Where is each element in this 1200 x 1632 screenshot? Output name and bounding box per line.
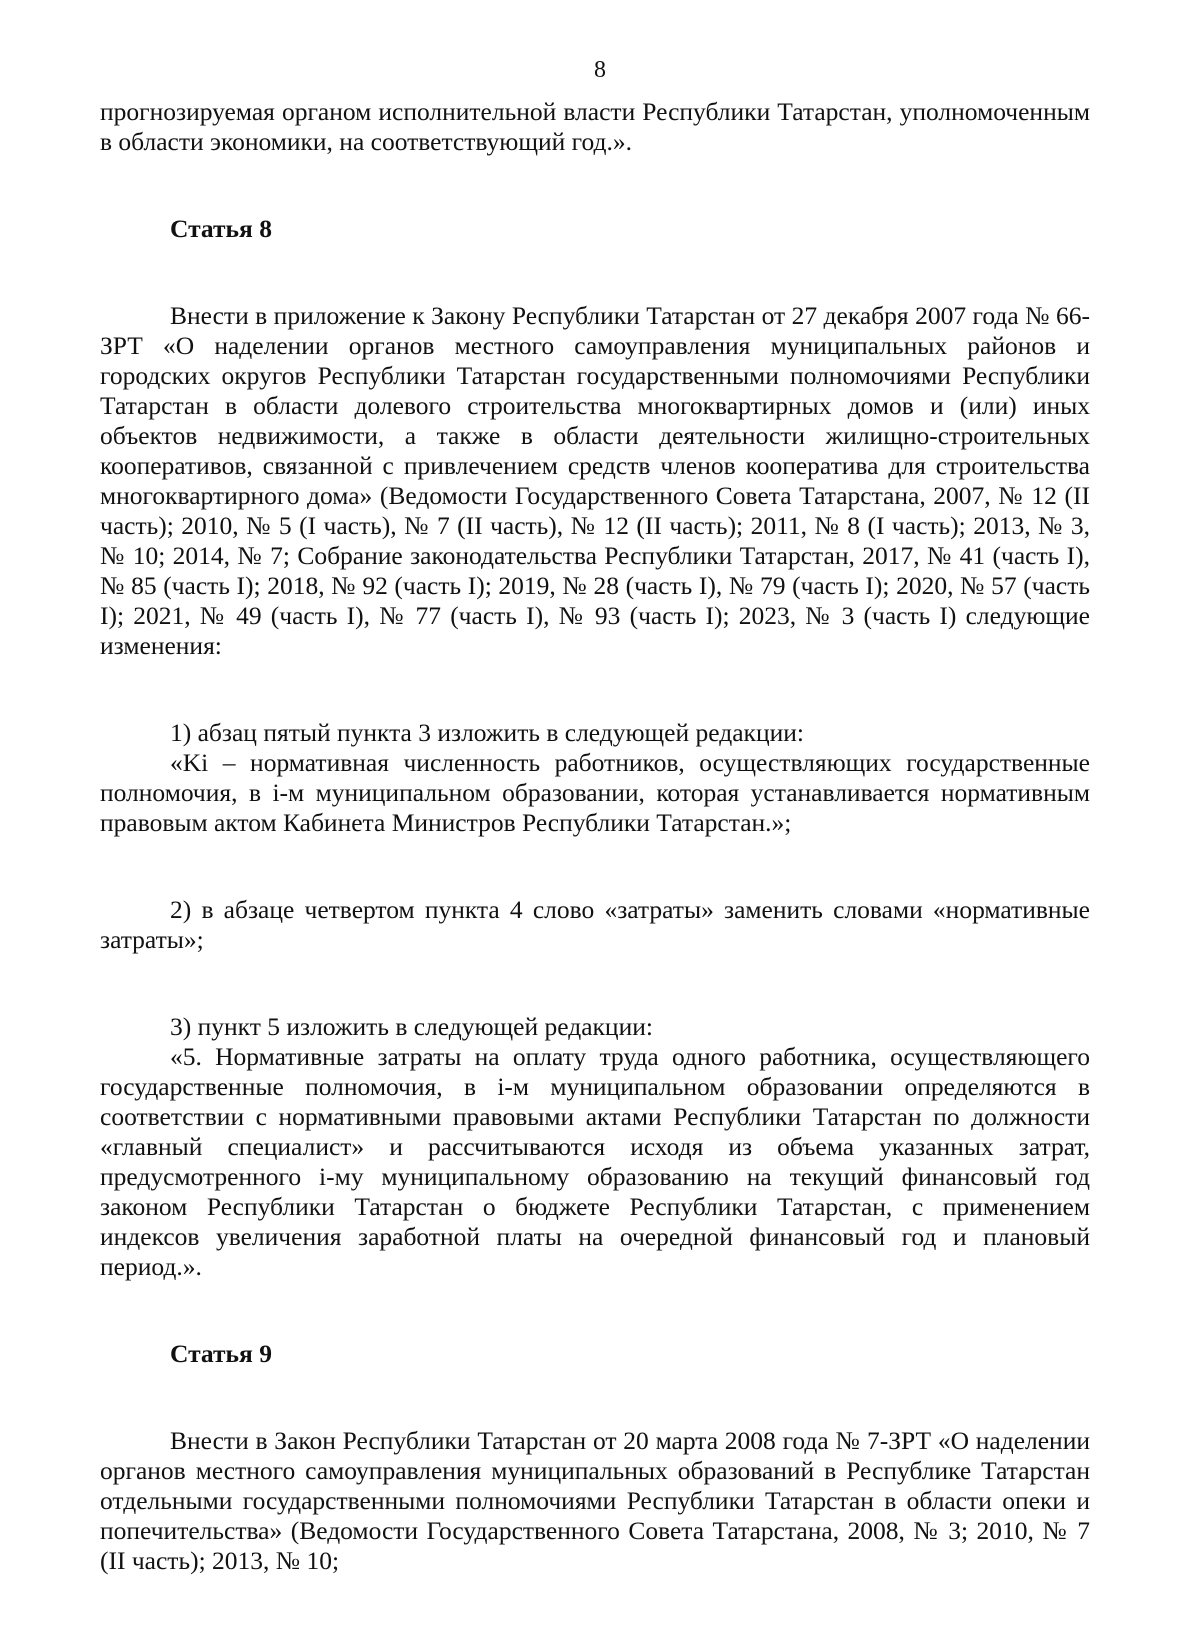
article-8-heading: Статья 8 (170, 214, 272, 243)
article-8-intro-paragraph: Внести в приложение к Закону Республики Татарстан от 27 декабря 2007 года № 66-ЗРТ «О наделении органов местного самоуправления муниципальных районов и городских округов Республики Татарстан государственными полномочиями Республики Татарстан в области долевого строительства многоквартирных домов и (или) иных объектов недвижимости, а также в области деятельности жилищно-строительных кооперативов, связанной с привлечением средств членов кооператива для строительства многоквартирного дома» (Ведомости Государственного Совета Татарстана, 2007, № 12 (II часть); 2010, № 5 (I часть), № 7 (II часть), № 12 (II часть); 2011, № 8 (I часть); 2013, № 3, № 10; 2014, № 7; Собрание законодательства Республики Татарстан, 2017, № 41 (часть I), № 85 (часть I); 2018, № 92 (часть I); 2019, № 28 (часть I), № 79 (часть I); 2020, № 57 (часть I); 2021, № 49 (часть I), № 77 (часть I), № 93 (часть I); 2023, № 3 (часть I) следующие изменения: (100, 301, 1090, 660)
article-8-item-1: 1) абзац пятый пункта 3 изложить в следующей редакции: (170, 718, 804, 747)
document-body (100, 97, 1090, 1576)
page-number: 8 (594, 57, 606, 83)
paragraph-continuation: прогнозируемая органом исполнительной власти Республики Татарстан, уполномоченным в области экономики, на соответствующий год.». (100, 97, 1090, 156)
article-8-item-3-text: «5. Нормативные затраты на оплату труда одного работника, осуществляющего государственные полномочия, в i-м муниципальном образовании определяются в соответствии с нормативными правовыми актами Республики Татарстан по должности «главный специалист» и рассчитываются исходя из объема указанных затрат, предусмотренного i-му муниципальному образованию на текущий финансовый год законом Республики Татарстан о бюджете Республики Татарстан, с применением индексов увеличения заработной платы на очередной финансовый год и плановый период.». (100, 1042, 1090, 1281)
article-9-intro-paragraph: Внести в Закон Республики Татарстан от 20 марта 2008 года № 7-ЗРТ «О наделении органов местного самоуправления муниципальных образований в Республике Татарстан отдельными государственными полномочиями Республики Татарстан в области опеки и попечительства» (Ведомости Государственного Совета Татарстана, 2008, № 3; 2010, № 7 (II часть); 2013, № 10; (100, 1426, 1090, 1575)
article-9-heading: Статья 9 (170, 1339, 272, 1368)
article-8-item-1-text: «Ki – нормативная численность работников, осуществляющих государственные полномочия, в i-м муниципальном образовании, которая устанавливается нормативным правовым актом Кабинета Министров Республики Татарстан.»; (100, 748, 1090, 837)
article-8-item-2: 2) в абзаце четвертом пункта 4 слово «затраты» заменить словами «нормативные затраты»; (100, 895, 1090, 954)
article-8-item-3: 3) пункт 5 изложить в следующей редакции: (170, 1012, 653, 1041)
